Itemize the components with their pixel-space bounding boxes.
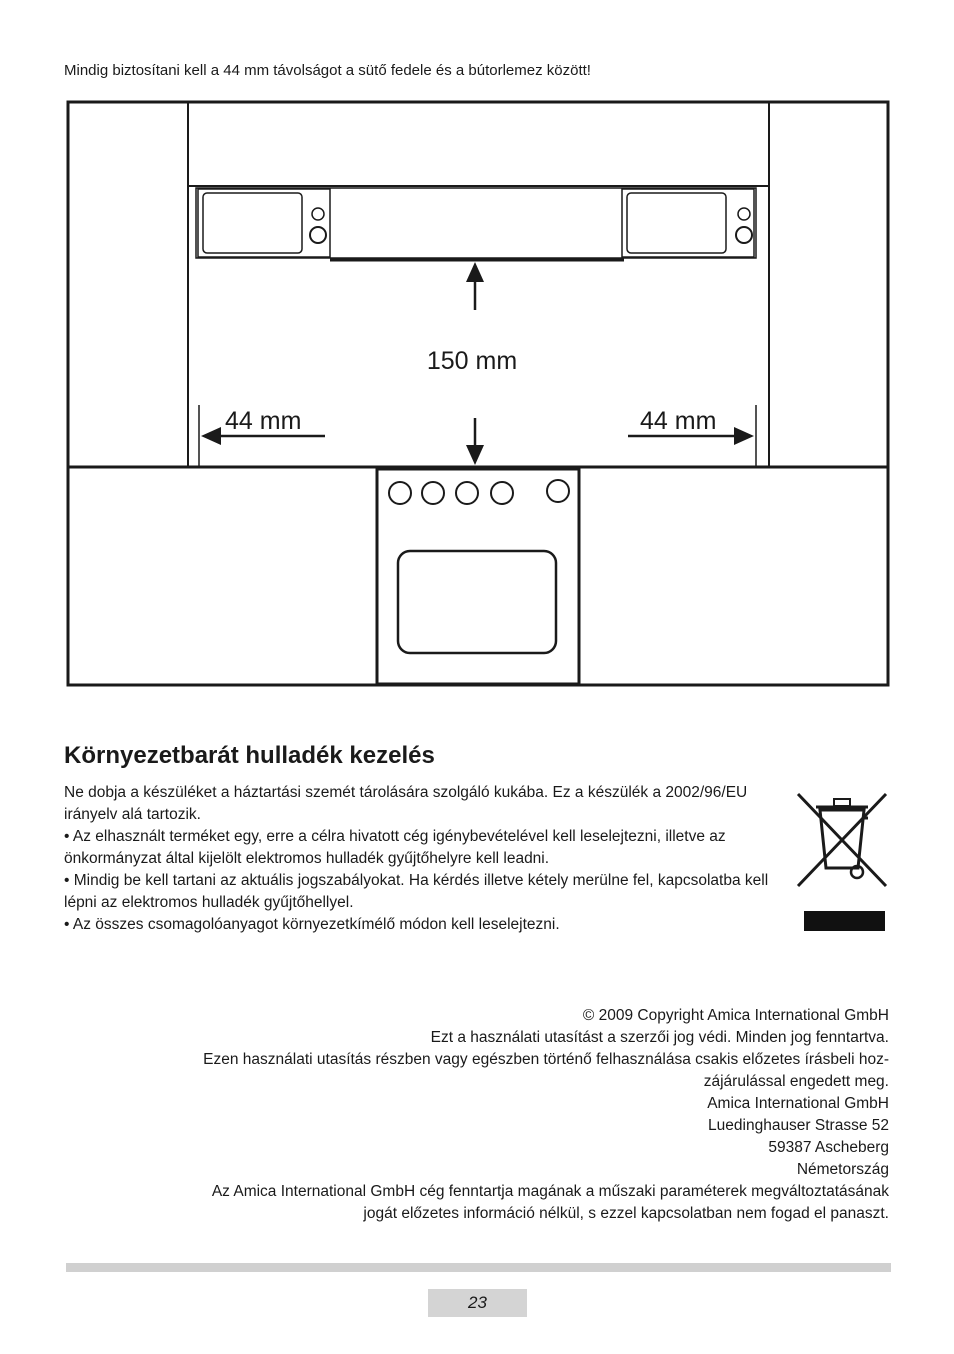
- copyright-line: jogát előzetes információ nélkül, s ezzel kapcsolatban nem fogad el panaszt.: [363, 1205, 889, 1222]
- copyright-line: Ezen használati utasítás részben vagy egészben történő felhasználása csakis előzetes írásbeli hoz-: [203, 1051, 889, 1068]
- paragraph: • Az összes csomagolóanyagot környezetkímélő módon kell leselejtezni.: [64, 916, 560, 933]
- cooker-knob-icon: [456, 482, 478, 504]
- copyright-line: 59387 Ascheberg: [768, 1139, 889, 1156]
- arrow-right-icon: [734, 427, 754, 445]
- copyright-line: Ezt a használati utasítást a szerzői jog védi. Minden jog fenntartva.: [430, 1029, 889, 1046]
- hood-module-right: [622, 189, 754, 257]
- upper-cabinet-right: [769, 102, 888, 467]
- page-number: 23: [428, 1289, 527, 1317]
- cooker-hood: [196, 188, 756, 258]
- section-heading: Környezetbarát hulladék kezelés: [64, 742, 435, 769]
- copyright-block: [69, 1005, 889, 1225]
- paragraph: • Mindig be kell tartani az aktuális jogszabályokat. Ha kérdés illetve kétely merülne fel, kapcsolatba kell lépni az elektromos hulladék gyűjtőhellyel.: [64, 872, 769, 911]
- weee-black-bar: [804, 911, 885, 931]
- copyright-line: Amica International GmbH: [707, 1095, 889, 1112]
- wall-outline: [68, 102, 888, 685]
- copyright-line: Luedinghauser Strasse 52: [708, 1117, 889, 1134]
- crossed-out-wheelie-bin-icon: [794, 790, 890, 892]
- footer-rule: [66, 1263, 891, 1272]
- arrow-up-icon: [466, 262, 484, 282]
- top-note: Mindig biztosítani kell a 44 mm távolságot a sütő fedele és a bútorlemez között!: [64, 62, 591, 79]
- hood-knob-icon: [738, 208, 750, 220]
- cooker-knob-icon: [422, 482, 444, 504]
- upper-cabinet-left: [68, 102, 188, 467]
- arrow-down-icon: [466, 445, 484, 465]
- cooker-knob-icon: [389, 482, 411, 504]
- label-44mm-left: 44 mm: [225, 407, 302, 435]
- oven-door-window: [398, 551, 556, 653]
- copyright-line: Németország: [796, 1161, 889, 1178]
- copyright-line: Az Amica International GmbH cég fenntartja magának a műszaki paraméterek megváltoztatásának: [211, 1183, 889, 1200]
- body-text: [64, 782, 774, 936]
- hood-knob-icon: [310, 227, 326, 243]
- hood-module-left: [198, 189, 330, 257]
- label-150mm: 150 mm: [426, 347, 518, 375]
- label-44mm-right: 44 mm: [640, 407, 717, 435]
- paragraph: • Az elhasznált terméket egy, erre a célra hivatott cég igénybevételével kell leselejtezni, illetve az önkormányzat által kijelölt elektromos hulladék gyűjtőhelyre kell leadni.: [64, 828, 726, 867]
- cooker-knob-icon: [547, 480, 569, 502]
- copyright-line: zájárulással engedett meg.: [703, 1073, 889, 1090]
- paragraph: Ne dobja a készüléket a háztartási szemét tárolására szolgáló kukába. Ez a készülék a 2002/96/EU irányelv alá tartozik.: [64, 784, 748, 823]
- upper-cabinet-center: [188, 102, 769, 186]
- hood-knob-icon: [736, 227, 752, 243]
- cooker-knob-icon: [491, 482, 513, 504]
- hood-knob-icon: [312, 208, 324, 220]
- arrow-left-icon: [201, 427, 221, 445]
- copyright-line: © 2009 Copyright Amica International GmbH: [582, 1007, 889, 1024]
